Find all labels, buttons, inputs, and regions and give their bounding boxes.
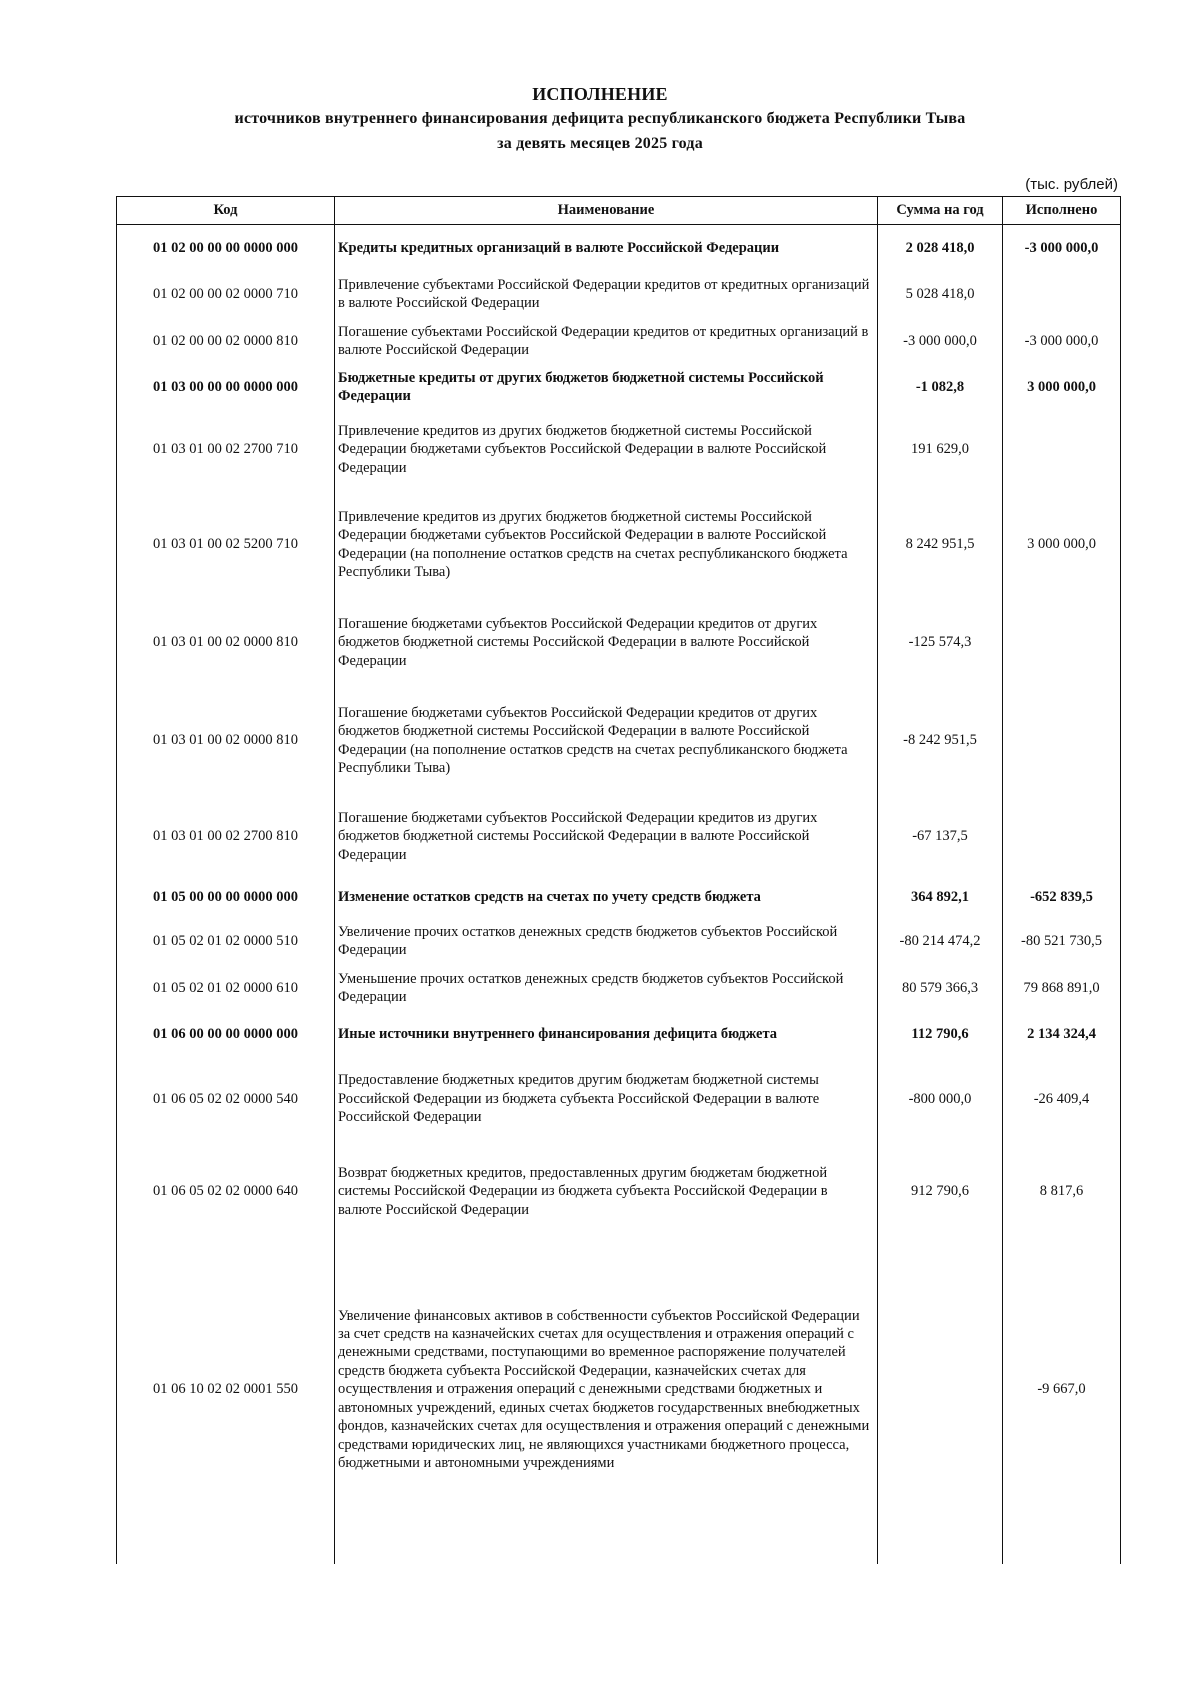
row-name: Предоставление бюджетных кредитов другим бюджетам бюджетной системы Российской Федерации из бюджета субъекта Российской Федерации в валюте Российской Федерации xyxy=(335,1057,878,1142)
row-plan: -800 000,0 xyxy=(878,1057,1003,1142)
row-done xyxy=(1003,271,1121,318)
empty-cell xyxy=(335,1538,878,1564)
row-code: 01 05 02 01 02 0000 510 xyxy=(117,918,335,965)
table-row xyxy=(117,878,1121,918)
row-code: 01 03 01 00 02 5200 710 xyxy=(117,490,335,600)
row-code: 01 06 10 02 02 0001 550 xyxy=(117,1242,335,1538)
table-row xyxy=(117,1012,1121,1057)
row-plan: 2 028 418,0 xyxy=(878,225,1003,271)
empty-cell xyxy=(117,1538,335,1564)
units-note: (тыс. рублей) xyxy=(1025,176,1118,193)
row-plan: -3 000 000,0 xyxy=(878,318,1003,365)
row-name: Кредиты кредитных организаций в валюте Российской Федерации xyxy=(335,225,878,271)
row-done: -3 000 000,0 xyxy=(1003,318,1121,365)
row-done: 3 000 000,0 xyxy=(1003,365,1121,410)
table-row xyxy=(117,365,1121,410)
row-plan: -1 082,8 xyxy=(878,365,1003,410)
row-code: 01 06 05 02 02 0000 540 xyxy=(117,1057,335,1142)
row-done xyxy=(1003,410,1121,490)
row-name: Погашение бюджетами субъектов Российской Федерации кредитов от других бюджетов бюджетной системы Российской Федерации в валюте Российской Федерации xyxy=(335,600,878,686)
row-code: 01 03 01 00 02 2700 710 xyxy=(117,410,335,490)
header-name: Наименование xyxy=(335,197,878,225)
header-plan: Сумма на год xyxy=(878,197,1003,225)
row-plan: 112 790,6 xyxy=(878,1012,1003,1057)
document-period: за девять месяцев 2025 года xyxy=(497,135,703,152)
row-code: 01 06 00 00 00 0000 000 xyxy=(117,1012,335,1057)
row-name: Изменение остатков средств на счетах по учету средств бюджета xyxy=(335,878,878,918)
row-name: Увеличение прочих остатков денежных средств бюджетов субъектов Российской Федерации xyxy=(335,918,878,965)
row-plan: 191 629,0 xyxy=(878,410,1003,490)
row-name: Возврат бюджетных кредитов, предоставленных другим бюджетам бюджетной системы Российской Федерации из бюджета субъекта Российской Федерации в валюте Российской Федерации xyxy=(335,1142,878,1242)
row-code: 01 06 05 02 02 0000 640 xyxy=(117,1142,335,1242)
table-row xyxy=(117,410,1121,490)
row-name: Привлечение кредитов из других бюджетов бюджетной системы Российской Федерации бюджетами субъектов Российской Федерации в валюте Российской Федерации (на пополнение остатков средств на счетах республиканского бюджета Республики Тыва) xyxy=(335,490,878,600)
row-plan: 8 242 951,5 xyxy=(878,490,1003,600)
table-row xyxy=(117,600,1121,686)
row-code: 01 03 00 00 00 0000 000 xyxy=(117,365,335,410)
table-header-row xyxy=(117,197,1121,225)
row-done: -9 667,0 xyxy=(1003,1242,1121,1538)
row-code: 01 05 02 01 02 0000 610 xyxy=(117,965,335,1012)
document-title: ИСПОЛНЕНИЕ xyxy=(532,84,668,104)
row-plan: -80 214 474,2 xyxy=(878,918,1003,965)
table-row xyxy=(117,1057,1121,1142)
row-plan: -125 574,3 xyxy=(878,600,1003,686)
row-code: 01 02 00 00 02 0000 710 xyxy=(117,271,335,318)
header-done: Исполнено xyxy=(1003,197,1121,225)
row-plan xyxy=(878,1242,1003,1538)
table-row xyxy=(117,490,1121,600)
empty-cell xyxy=(1003,1538,1121,1564)
row-done: -26 409,4 xyxy=(1003,1057,1121,1142)
row-code: 01 03 01 00 02 0000 810 xyxy=(117,686,335,796)
document-subtitle: источников внутреннего финансирования дефицита республиканского бюджета Республики Тыва xyxy=(234,110,966,127)
row-done: 8 817,6 xyxy=(1003,1142,1121,1242)
row-code: 01 02 00 00 00 0000 000 xyxy=(117,225,335,271)
row-plan: 5 028 418,0 xyxy=(878,271,1003,318)
row-done: -652 839,5 xyxy=(1003,878,1121,918)
table-row xyxy=(117,918,1121,965)
row-code: 01 02 00 00 02 0000 810 xyxy=(117,318,335,365)
row-code: 01 03 01 00 02 2700 810 xyxy=(117,796,335,878)
table-row xyxy=(117,965,1121,1012)
row-done: 79 868 891,0 xyxy=(1003,965,1121,1012)
table-row xyxy=(117,686,1121,796)
table-row xyxy=(117,1142,1121,1242)
row-name: Бюджетные кредиты от других бюджетов бюджетной системы Российской Федерации xyxy=(335,365,878,410)
row-done: 2 134 324,4 xyxy=(1003,1012,1121,1057)
row-done: 3 000 000,0 xyxy=(1003,490,1121,600)
row-name: Уменьшение прочих остатков денежных средств бюджетов субъектов Российской Федерации xyxy=(335,965,878,1012)
row-name: Увеличение финансовых активов в собственности субъектов Российской Федерации за счет средств на казначейских счетах для осуществления и отражения операций с денежными средствами, поступающими во временное распоряжение получателей средств бюджета субъекта Российской Федерации, казначейских счетах для осуществления и отражения операций с денежными средствами бюджетных и автономных учреждений, единых счетах бюджетов государственных внебюджетных фондов, казначейских счетах для осуществления и отражения операций с денежными средствами юридических лиц, не являющихся участниками бюджетного процесса, бюджетными и автономными учреждениями xyxy=(335,1242,878,1538)
row-name: Погашение бюджетами субъектов Российской Федерации кредитов из других бюджетов бюджетной системы Российской Федерации в валюте Российской Федерации xyxy=(335,796,878,878)
row-name: Иные источники внутреннего финансирования дефицита бюджета xyxy=(335,1012,878,1057)
table-row xyxy=(117,318,1121,365)
row-done: -3 000 000,0 xyxy=(1003,225,1121,271)
row-done xyxy=(1003,600,1121,686)
row-plan: 80 579 366,3 xyxy=(878,965,1003,1012)
sources-table xyxy=(116,196,1121,1564)
table-row xyxy=(117,271,1121,318)
row-plan: -67 137,5 xyxy=(878,796,1003,878)
table-row xyxy=(117,796,1121,878)
row-name: Погашение бюджетами субъектов Российской Федерации кредитов от других бюджетов бюджетной системы Российской Федерации в валюте Российской Федерации (на пополнение остатков средств на счетах республиканского бюджета Республики Тыва) xyxy=(335,686,878,796)
row-done xyxy=(1003,686,1121,796)
row-name: Привлечение субъектами Российской Федерации кредитов от кредитных организаций в валюте Российской Федерации xyxy=(335,271,878,318)
row-plan: 364 892,1 xyxy=(878,878,1003,918)
row-name: Погашение субъектами Российской Федерации кредитов от кредитных организаций в валюте Российской Федерации xyxy=(335,318,878,365)
row-plan: 912 790,6 xyxy=(878,1142,1003,1242)
table-row xyxy=(117,1242,1121,1538)
row-code: 01 05 00 00 00 0000 000 xyxy=(117,878,335,918)
table-row-continuation xyxy=(117,1538,1121,1564)
row-done xyxy=(1003,796,1121,878)
row-done: -80 521 730,5 xyxy=(1003,918,1121,965)
row-name: Привлечение кредитов из других бюджетов бюджетной системы Российской Федерации бюджетами субъектов Российской Федерации в валюте Российской Федерации xyxy=(335,410,878,490)
header-code: Код xyxy=(117,197,335,225)
empty-cell xyxy=(878,1538,1003,1564)
table-row xyxy=(117,225,1121,271)
row-plan: -8 242 951,5 xyxy=(878,686,1003,796)
row-code: 01 03 01 00 02 0000 810 xyxy=(117,600,335,686)
